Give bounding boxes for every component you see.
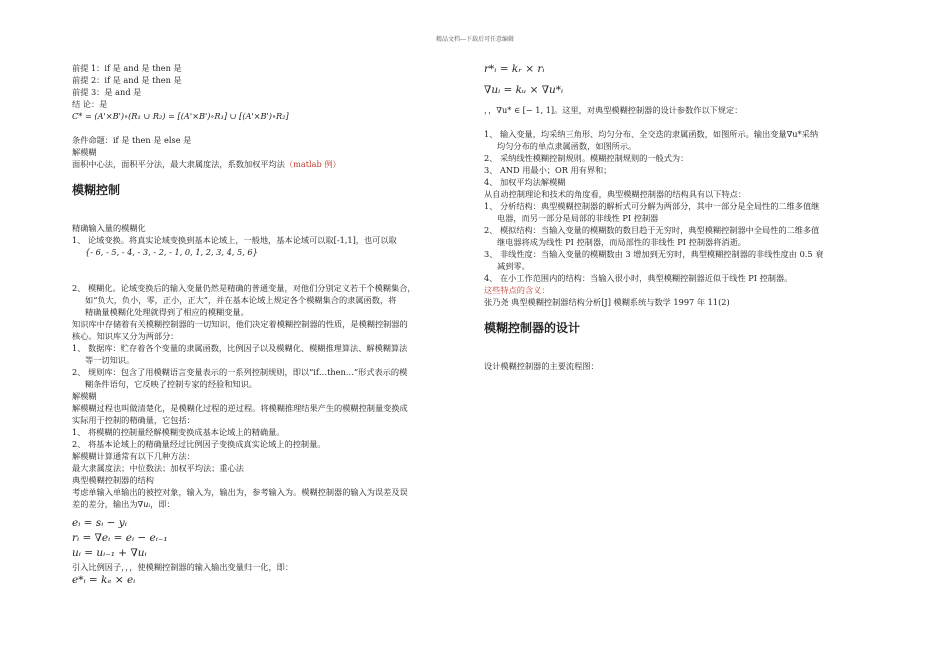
feature-intro: 从自动控制理论和技术的角度看，典型模糊控制器的结构具有以下特点：: [484, 189, 747, 199]
kb1-line-1: 1、 数据库：贮存着各个变量的隶属函数，比例因子以及模糊化、模糊推理算法、解模糊算法: [72, 343, 408, 353]
left-column: [72, 62, 472, 588]
kb2-line-2: 糊条件语句，它反映了控制专家的经验和知识。: [85, 379, 257, 389]
premise-3: 前提 3：是 and 是: [72, 87, 142, 97]
structure-line-1: 考虑单输入单输出的被控对象，输入为，输出为，参考输入为。模糊控制器的输入为误差及误: [72, 487, 408, 497]
kb2-line-1: 2、 规则库：包含了用模糊语言变量表示的一系列控制规则，即以“if…then…”形式表示的模: [72, 367, 408, 377]
structure-title: 典型模糊控制器的结构: [72, 475, 154, 485]
p2-line-3: 精确量模糊化处理就得到了相应的模糊变量。: [85, 307, 249, 317]
feature-1-line-1: 1、 分析结构：典型模糊控制器的解析式可分解为两部分，其中一部分是全局性的二维多值继: [484, 201, 820, 211]
calc-methods: 最大隶属度法；中位数法；加权平均法；重心法: [72, 463, 244, 473]
condition-line: 条件命题：if 是 then 是 else 是: [72, 135, 192, 145]
kb1-line-2: 等一切知识。: [85, 355, 135, 365]
feature-2-line-1: 2、 模拟结构：当输入变量的模糊数的数目趋于无穷时，典型模糊控制器中全局性的二维多值: [484, 225, 820, 235]
section-title-controller-design: 模糊控制器的设计: [484, 321, 581, 335]
equation-3: uᵢ = uᵢ₋₁ + ∇uᵢ: [72, 547, 147, 559]
dz-item-1: 1、 将模糊的控制量经解模糊变换成基本论域上的精确量。: [72, 427, 285, 437]
design-flow: 设计模糊控制器的主要流程图：: [484, 361, 599, 371]
scale-line: 引入比例因子，，，使模糊控制器的输入输出变量归一化，即：: [72, 562, 294, 572]
rule-3: 3、 AND 用最小；OR 用有界和；: [484, 165, 612, 175]
dz-item-2: 2、 将基本论域上的精确量经过比例因子变换成真实论域上的控制量。: [72, 439, 326, 449]
reference: 张乃尧 典型模糊控制器结构分析[J] 模糊系统与数学 1997 年 11(2): [484, 297, 730, 307]
kb-line-2: 核心。知识库又分为两部分：: [72, 331, 179, 341]
kb-line-1: 知识库中存储着有关模糊控制器的一切知识，他们决定着模糊控制器的性质，是模糊控制器的: [72, 319, 408, 329]
rule-1-line-2: 均匀分布的单点隶属函数，如图所示。: [497, 141, 637, 151]
feature-2-line-2: 继电器将成为线性 PI 控制器，而局部性的非线性 PI 控制器将消逝。: [497, 237, 746, 247]
methods-text: 面积中心法，面积平分法，最大隶属度法，系数加权平均法: [72, 159, 285, 169]
equation-1: eᵢ = sᵢ − yᵢ: [72, 517, 127, 529]
matlab-example-link: （matlab 例）: [284, 159, 341, 169]
meaning-link: 这些特点的含义：: [484, 285, 550, 295]
rule-4: 4、 加权平均法解模糊: [484, 177, 566, 187]
calc-intro: 解模糊计算通常有以下几种方法：: [72, 451, 195, 461]
feature-3-line-1: 3、 非线性度：当输入变量的模糊数由 3 增加到无穷时，典型模糊控制器的非线性度由 0.5 衰: [484, 249, 824, 259]
feature-1-line-2: 电器，而另一部分是局部的非线性 PI 控制器: [497, 213, 659, 223]
right-column: [484, 62, 879, 372]
page-header: 精品文档---下载后可任意编辑: [435, 36, 515, 43]
feature-3-line-2: 减到零。: [497, 261, 530, 271]
fuzzify-title: 精确输入量的模糊化: [72, 223, 146, 233]
section-title-fuzzy-control: 模糊控制: [72, 183, 121, 197]
defuzzy-title: 解模糊: [72, 147, 97, 157]
premise-1: 前提 1：if 是 and 是 then 是: [72, 63, 182, 73]
range-line: ，，∇u* ∈ [− 1, 1]。这里，对典型模糊控制器的设计参数作以下规定：: [484, 105, 743, 115]
defuzz2-line-2: 实际用于控制的精确量，它包括：: [72, 415, 195, 425]
equation-5: r*ᵢ = kᵣ × rᵢ: [484, 63, 545, 75]
structure-line-2-text: 差的差分，输出为: [72, 499, 138, 509]
premise-2: 前提 2：if 是 and 是 then 是: [72, 75, 182, 85]
p2-line-2: 如“负大，负小，零，正小，正大”，并在基本论域上规定各个模糊集合的隶属函数，将: [85, 295, 397, 305]
p1-line-1: 1、 论域变换。将真实论域变换到基本论域上，一般地，基本论域可以取[-1,1]，也可以取: [72, 235, 397, 245]
defuzz2-line-1: 解模糊过程也叫做清楚化，是模糊化过程的逆过程。将模糊推理结果产生的模糊控制量变换成: [72, 403, 408, 413]
p2-line-1: 2、 模糊化。论域变换后的输入变量仍然是精确的普通变量，对他们分别定义若干个模糊集合，: [72, 283, 416, 293]
conclusion: 结 论：是: [72, 99, 108, 109]
methods-line: [72, 158, 472, 170]
formula-conclusion: C* = (A'×B')∘(R₁ ∪ R₂) = [(A'×B')∘R₁] ∪ [(A'×B')∘R₂]: [72, 111, 289, 121]
defuzz2-title: 解模糊: [72, 391, 97, 401]
rule-1-line-1: 1、 输入变量，均采纳三角形、均匀分布、全交迭的隶属函数，如图所示。输出变量∇u*采纳: [484, 129, 819, 139]
structure-line-2: [72, 498, 472, 510]
structure-tail-symbol: ∇uᵢ: [137, 499, 151, 509]
rule-2: 2、 采纳线性模糊控制规则。模糊控制规则的一般式为：: [484, 153, 689, 163]
p1-line-2: {- 6, - 5, - 4, - 3, - 2, - 1, 0, 1, 2, 3, 4, 5, 6}: [85, 247, 258, 257]
feature-4: 4、 在小工作范围内的结构：当输入很小时，典型模糊控制器近似于线性 PI 控制器。: [484, 273, 793, 283]
equation-2: rᵢ = ∇eᵢ = eᵢ − eᵢ₋₁: [72, 532, 168, 544]
structure-tail-text: ，即：: [150, 499, 175, 509]
equation-6: ∇uᵢ = kᵤ × ∇u*ᵢ: [484, 84, 564, 96]
equation-4: e*ᵢ = kₑ × eᵢ: [72, 574, 136, 586]
